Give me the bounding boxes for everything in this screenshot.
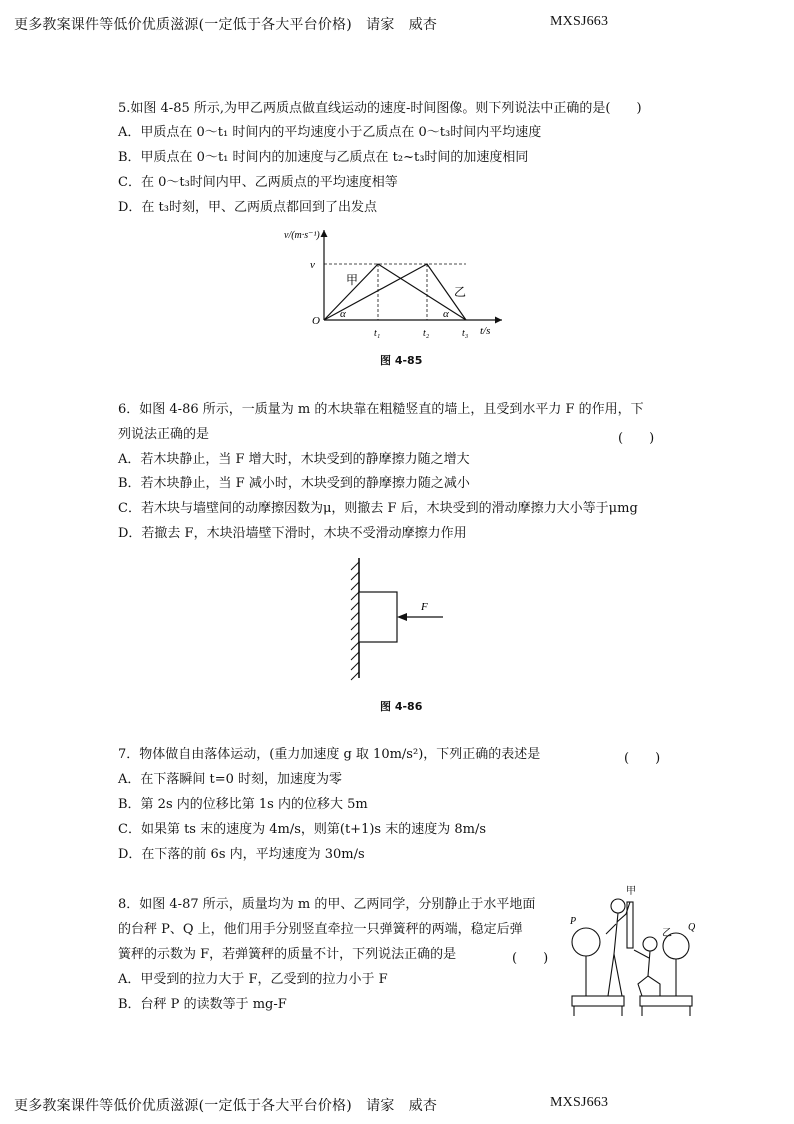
t2-label: t₂ xyxy=(423,328,430,339)
q8-answer-paren: ( ) xyxy=(512,951,549,966)
q6-option-a: A．若木块静止，当 F 增大时，木块受到的静摩擦力随之增大 xyxy=(118,452,470,467)
label-yi: 乙 xyxy=(662,928,672,939)
origin-label: O xyxy=(312,315,320,327)
q7-stem: 7．物体做自由落体运动，(重力加速度 g 取 10m/s²)，下列正确的表述是 xyxy=(118,747,541,762)
figure-4-87 xyxy=(568,884,700,1026)
figure-4-86 xyxy=(345,556,455,682)
t3-label: t₃ xyxy=(462,328,469,339)
alpha-label-2: α xyxy=(443,308,449,320)
x-axis-label: t/s xyxy=(480,325,491,337)
scale-q-platform xyxy=(640,996,692,1006)
q6-option-d: D．若撤去 F，木块沿墙壁下滑时，木块不受滑动摩擦力作用 xyxy=(118,526,467,541)
footer-text: 更多教案课件等低价优质滋源(一定低于各大平台价格) 请家 威杏 xyxy=(14,1098,438,1114)
scale-p-dial xyxy=(572,928,600,956)
force-arrowhead xyxy=(397,613,407,621)
yi-label: 乙 xyxy=(454,285,467,299)
label-jia: 甲 xyxy=(626,886,636,897)
q6-option-c: C．若木块与墙壁间的动摩擦因数为μ，则撤去 F 后，木块受到的滑动摩擦力大小等于μmg xyxy=(118,501,638,516)
q7-answer-paren: ( ) xyxy=(624,751,661,766)
header-text: 更多教案课件等低价优质滋源(一定低于各大平台价格) 请家 威杏 xyxy=(14,17,438,33)
person-yi-head xyxy=(643,937,657,951)
q5-option-a: A．甲质点在 0～t₁ 时间内的平均速度小于乙质点在 0～t₃时间内平均速度 xyxy=(118,125,542,140)
t1-label: t₁ xyxy=(374,328,381,339)
q7-option-c: C．如果第 ts 末的速度为 4m/s，则第(t+1)s 末的速度为 8m/s xyxy=(118,822,487,837)
q5-option-b: B．甲质点在 0～t₁ 时间内的加速度与乙质点在 t₂~t₃时间的加速度相同 xyxy=(118,150,529,165)
q7-option-b: B．第 2s 内的位移比第 1s 内的位移大 5m xyxy=(118,797,368,812)
wall-hatching xyxy=(351,562,359,680)
q8-option-a: A．甲受到的拉力大于 F，乙受到的拉力小于 F xyxy=(118,972,388,987)
header-code: MXSJ663 xyxy=(550,14,609,29)
q8-stem-line3: 簧秤的示数为 F，若弹簧秤的质量不计，下列说法正确的是 xyxy=(118,947,457,962)
v-label: v xyxy=(310,259,315,271)
page-header xyxy=(14,14,609,34)
q8-stem-line1: 8．如图 4-87 所示，质量均为 m 的甲、乙两同学，分别静止于水平地面 xyxy=(118,897,536,912)
figure-4-85 xyxy=(284,224,510,344)
q7-option-a: A．在下落瞬间 t=0 时刻，加速度为零 xyxy=(118,772,343,787)
label-q: Q xyxy=(688,922,696,933)
footer-code: MXSJ663 xyxy=(550,1095,609,1110)
q7-option-d: D．在下落的前 6s 内，平均速度为 30m/s xyxy=(118,847,365,862)
wood-block xyxy=(359,592,397,642)
figure-4-86-caption: 图 4-86 xyxy=(380,700,423,713)
q5-stem: 5.如图 4-85 所示,为甲乙两质点做直线运动的速度-时间图像。则下列说法中正确的是( ) xyxy=(118,101,642,116)
figure-4-85-caption: 图 4-85 xyxy=(380,354,423,367)
q6-stem-line1: 6．如图 4-86 所示，一质量为 m 的木块靠在粗糙竖直的墙上，且受到水平力 F 的作用，下 xyxy=(118,402,644,417)
q6-stem-line2: 列说法正确的是 xyxy=(118,427,210,442)
person-jia-head xyxy=(611,899,625,913)
q5-option-c: C．在 0～t₃时间内甲、乙两质点的平均速度相等 xyxy=(118,175,398,190)
q5-option-d: D．在 t₃时刻，甲、乙两质点都回到了出发点 xyxy=(118,200,377,215)
q8-stem-line2: 的台秤 P、Q 上，他们用手分别竖直牵拉一只弹簧秤的两端，稳定后弹 xyxy=(118,922,523,937)
force-label: F xyxy=(421,601,428,613)
q6-option-b: B．若木块静止，当 F 减小时，木块受到的静摩擦力随之减小 xyxy=(118,476,470,491)
y-axis-label: v/(m·s⁻¹) xyxy=(284,230,320,241)
alpha-label-1: α xyxy=(340,308,346,320)
label-p: P xyxy=(570,916,577,927)
page-footer xyxy=(14,1095,609,1115)
jia-label: 甲 xyxy=(346,273,359,287)
scale-p-platform xyxy=(572,996,624,1006)
q8-option-b: B．台秤 P 的读数等于 mg-F xyxy=(118,997,287,1012)
q6-answer-paren: ( ) xyxy=(618,431,655,446)
